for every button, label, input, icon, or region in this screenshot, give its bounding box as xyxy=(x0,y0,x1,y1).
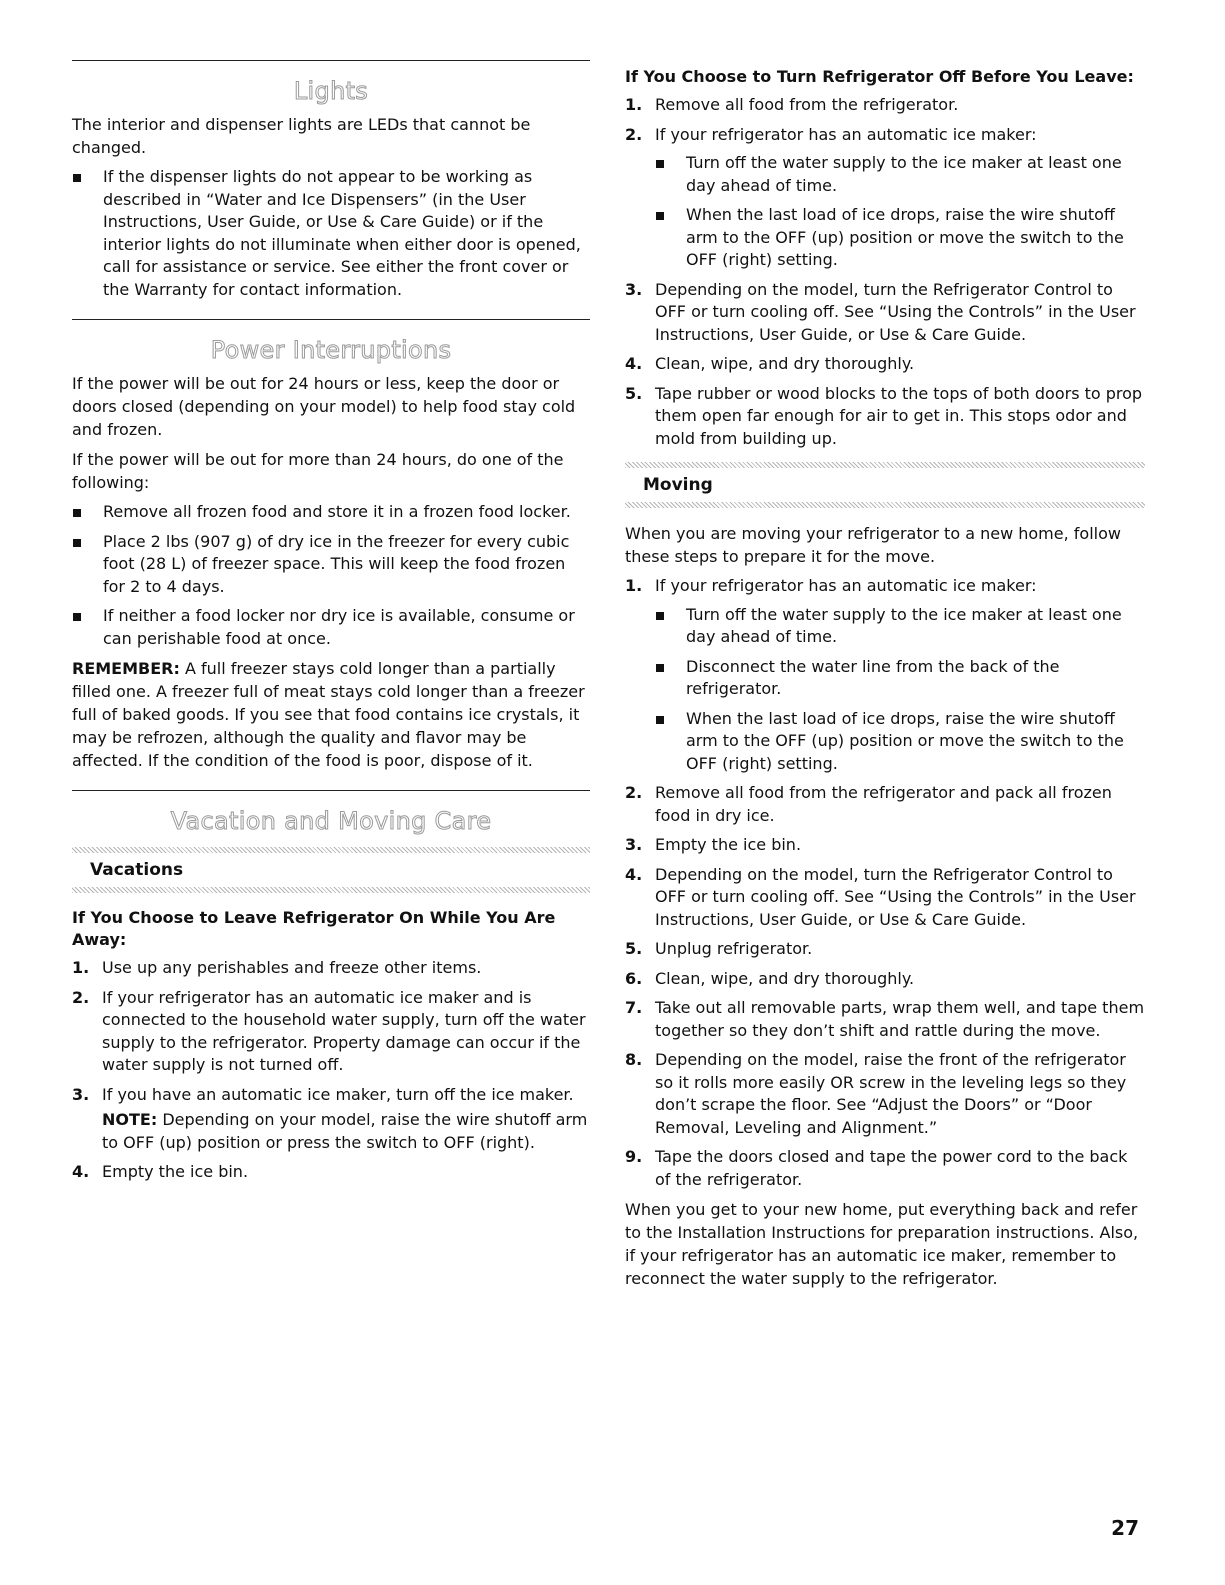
moving-steps xyxy=(625,575,1145,1191)
note-text: Depending on your model, raise the wire shutoff arm to OFF (up) position or press the switch to OFF (right). xyxy=(102,1110,588,1152)
moving-subsection-header xyxy=(625,462,1145,508)
section-divider xyxy=(72,319,590,320)
bullet-icon xyxy=(656,612,664,620)
power-paragraph-2: If the power will be out for more than 24 hours, do one of the following: xyxy=(72,450,564,492)
leave-on-heading: If You Choose to Leave Refrigerator On While You Are Away: xyxy=(72,908,556,949)
section-divider xyxy=(72,60,590,61)
list-item: 3. If you have an automatic ice maker, turn off the ice maker. NOTE: Depending on your model, raise the wire shutoff arm to OFF (up) position or press the switch to OFF (right). xyxy=(72,1084,590,1155)
list-item: 8. Depending on the model, raise the front of the refrigerator so it rolls more easily OR screw in the leveling legs so they don’t scrape the floor. See “Adjust the Doors” or “Door Removal, Leveling and Alignment.” xyxy=(625,1050,1127,1137)
list-item: 6. Clean, wipe, and dry thoroughly. xyxy=(625,968,915,988)
lights-bullets xyxy=(72,166,590,301)
hatch-band xyxy=(72,887,590,893)
list-item: 7. Take out all removable parts, wrap them well, and tape them together so they don’t shift and rattle during the move. xyxy=(625,998,1145,1040)
power-interruptions-title: Power Interruptions xyxy=(210,336,452,364)
bullet-icon xyxy=(73,613,81,621)
vacation-moving-title: Vacation and Moving Care xyxy=(170,807,492,835)
bullet-icon xyxy=(656,160,664,168)
bullet-icon xyxy=(656,212,664,220)
list-item: Turn off the water supply to the ice maker at least one day ahead of time. xyxy=(655,152,1145,197)
leave-on-steps xyxy=(72,957,590,1184)
list-item: 2. If your refrigerator has an automatic ice maker and is connected to the household water supply, turn off the water supply to the refrigerator. Property damage can occur if the water supply is not turned off. xyxy=(72,987,586,1074)
vacations-title: Vacations xyxy=(90,860,184,880)
list-item: When the last load of ice drops, raise the wire shutoff arm to the OFF (up) position or move the switch to the OFF (right) setting. xyxy=(655,204,1145,272)
remember-paragraph xyxy=(72,657,590,772)
bullet-icon xyxy=(73,539,81,547)
list-item: If the dispenser lights do not appear to be working as described in “Water and Ice Dispensers” (in the User Instructions, User Guide, or Use & Care Guide) or if the interior lights do not illuminate when either door is opened, call for assistance or service. See either the front cover or the Warranty for contact information. xyxy=(72,166,590,301)
section-divider xyxy=(72,790,590,791)
list-item: Turn off the water supply to the ice maker at least one day ahead of time. xyxy=(655,604,1145,649)
list-item: Remove all frozen food and store it in a frozen food locker. xyxy=(72,501,590,524)
remember-label: REMEMBER: xyxy=(72,659,180,678)
moving-intro: When you are moving your refrigerator to a new home, follow these steps to prepare it for the move. xyxy=(625,524,1121,566)
list-item: 4. Empty the ice bin. xyxy=(72,1162,249,1181)
turn-off-heading: If You Choose to Turn Refrigerator Off Before You Leave: xyxy=(625,67,1134,86)
moving-sub-bullets xyxy=(655,604,1145,776)
remember-text: A full freezer stays cold longer than a partially filled one. A freezer full of meat stays cold longer than a freezer full of baked goods. If you see that food contains ice crystals, it may be refrozen, although the quality and flavor may be affected. If the condition of the food is poor, dispose of it. xyxy=(72,659,585,770)
list-item: 4. Depending on the model, turn the Refrigerator Control to OFF or turn cooling off. See “Using the Controls” in the User Instructions, User Guide, or Use & Care Guide. xyxy=(625,864,1136,929)
list-item: If neither a food locker nor dry ice is available, consume or can perishable food at once. xyxy=(72,605,590,650)
left-column xyxy=(72,60,590,1191)
lights-intro: The interior and dispenser lights are LEDs that cannot be changed. xyxy=(72,115,531,157)
moving-closing: When you get to your new home, put everything back and refer to the Installation Instructions for preparation instructions. Also, if your refrigerator has an automatic ice maker, remember to reconnect the water supply to the refrigerator. xyxy=(625,1200,1139,1288)
turn-off-sub-bullets xyxy=(655,152,1145,272)
list-item: Place 2 lbs (907 g) of dry ice in the freezer for every cubic foot (28 L) of freezer space. This will keep the food frozen for 2 to 4 days. xyxy=(72,531,590,599)
power-paragraph-1: If the power will be out for 24 hours or less, keep the door or doors closed (depending on your model) to help food stay cold and frozen. xyxy=(72,374,576,439)
lights-title: Lights xyxy=(293,77,369,105)
hatch-band xyxy=(625,502,1145,508)
bullet-icon xyxy=(656,664,664,672)
turn-off-steps xyxy=(625,94,1145,450)
list-item: 3. Depending on the model, turn the Refrigerator Control to OFF or turn cooling off. See “Using the Controls” in the User Instructions, User Guide, or Use & Care Guide. xyxy=(625,279,1136,344)
bullet-icon xyxy=(73,174,81,182)
list-item: 9. Tape the doors closed and tape the power cord to the back of the refrigerator. xyxy=(625,1147,1128,1189)
list-item: Disconnect the water line from the back of the refrigerator. xyxy=(655,656,1145,701)
list-item: 5. Unplug refrigerator. xyxy=(625,939,813,958)
list-item: 5. Tape rubber or wood blocks to the tops of both doors to prop them open far enough for air to get in. This stops odor and mold from building up. xyxy=(625,383,1143,448)
moving-title: Moving xyxy=(643,475,713,495)
right-column xyxy=(625,66,1145,1297)
page-number: 27 xyxy=(1111,1516,1139,1540)
note-label: NOTE: xyxy=(102,1110,158,1129)
list-item: When the last load of ice drops, raise the wire shutoff arm to the OFF (up) position or move the switch to the OFF (right) setting. xyxy=(655,708,1145,776)
bullet-icon xyxy=(656,716,664,724)
list-item: 4. Clean, wipe, and dry thoroughly. xyxy=(625,354,915,373)
list-item: 1. Use up any perishables and freeze other items. xyxy=(72,958,482,977)
list-item: 1. Remove all food from the refrigerator. xyxy=(625,95,959,114)
vacations-subsection-header xyxy=(72,847,590,893)
list-item: 1. If your refrigerator has an automatic ice maker: Turn off the water supply to the ice maker at least one day ahead of time. Disconnect the water line from the back of the refrigerator. When the last load of ice drops, raise the wire shutoff arm to the OFF (up) position or move the switch to the OFF (right) setting. xyxy=(625,575,1145,775)
bullet-icon xyxy=(73,509,81,517)
list-item: 3. Empty the ice bin. xyxy=(625,835,802,854)
note-paragraph xyxy=(102,1108,590,1154)
list-item: 2. If your refrigerator has an automatic ice maker: Turn off the water supply to the ice maker at least one day ahead of time. When the last load of ice drops, raise the wire shutoff arm to the OFF (up) position or move the switch to the OFF (right) setting. xyxy=(625,124,1145,272)
power-bullets xyxy=(72,501,590,650)
list-item: 2. Remove all food from the refrigerator and pack all frozen food in dry ice. xyxy=(625,783,1112,825)
